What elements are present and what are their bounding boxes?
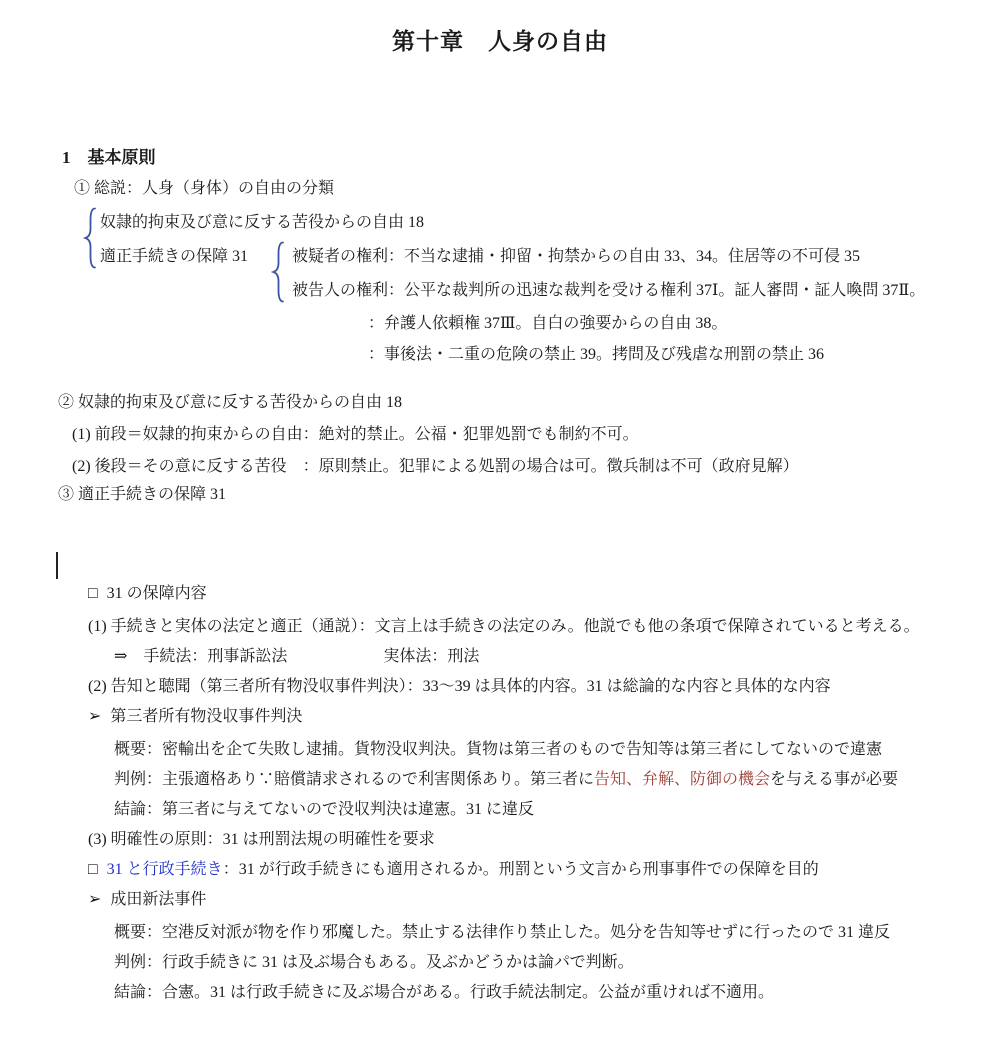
admin-heading-rest: ：31 が行政手続きにも適用されるか。刑罰という文言から刑事事件での保障を目的: [222, 861, 819, 878]
case2-title-label: 成田新法事件: [110, 891, 207, 908]
diagram-due-process-line: 適正手続きの保障 31: [100, 248, 249, 265]
square-bullet-icon: □: [88, 861, 98, 878]
item-notice-hearing: (2) 告知と聴聞（第三者所有物没収事件判決）：33〜39 は具体的内容。31 は総論的な内容と具体的な内容: [88, 678, 831, 695]
diagram-slavery-line: 奴隷的拘束及び意に反する苦役からの自由 18: [100, 214, 425, 231]
item-due-process: ③ 適正手続きの保障 31: [58, 486, 227, 503]
case1-title-label: 第三者所有物没収事件判決: [110, 708, 303, 725]
diagram-accused-rights-line-3: ：事後法・二重の危険の禁止 39。拷問及び残虐な刑罰の禁止 36: [368, 346, 825, 363]
case1-holding-line: [114, 770, 898, 790]
case2-holding-line: 判例：行政手続きに 31 は及ぶ場合もある。及ぶかどうかは論パで判断。: [114, 954, 634, 971]
square-bullet-icon: □: [88, 585, 98, 602]
heading-guarantee-contents: [88, 584, 207, 604]
heading-admin-procedure: [88, 860, 819, 880]
case1-holding-text: 判例：主張適格あり∵賠償請求されるので利害関係あり。第三者に: [114, 771, 595, 788]
case2-summary-line: 概要：空港反対派が物を作り邪魔した。禁止する法律作り禁止した。処分を告知等せずに行ったので 31 違反: [114, 924, 891, 941]
case1-conclusion-line: 結論：第三者に与えてないので没収判決は違憲。31 に違反: [114, 801, 535, 818]
diagram-accused-rights-line-2: ：弁護人依頼権 37Ⅲ。自白の強要からの自由 38。: [368, 315, 728, 332]
item-slavery-freedom: ② 奴隷的拘束及び意に反する苦役からの自由 18: [58, 394, 403, 411]
admin-heading-link: 31 と行政手続き: [106, 861, 223, 878]
arrowhead-bullet-icon: ➢: [88, 708, 102, 725]
item-overview: ① 総説：人身（身体）の自由の分類: [74, 180, 335, 197]
text-cursor: [56, 552, 58, 579]
item-slavery-sub-1: (1) 前段＝奴隷的拘束からの自由：絶対的禁止。公福・犯罪処罰でも制約不可。: [72, 426, 639, 443]
curly-brace-icon: [271, 241, 285, 303]
case-narita-new-law: [88, 890, 206, 910]
page-title: 第十章 人身の自由: [392, 29, 608, 54]
arrowhead-bullet-icon: ➢: [88, 891, 102, 908]
guarantee-heading-label: 31 の保障内容: [106, 585, 207, 602]
case1-holding-emphasis: 告知、弁解、防御の機会: [594, 771, 771, 788]
case-third-party-forfeiture: [88, 707, 302, 727]
case1-summary-line: 概要：密輸出を企て失敗し逮捕。貨物没収判決。貨物は第三者のもので告知等は第三者にしてないので違憲: [114, 741, 883, 758]
item-procedure-substance: (1) 手続きと実体の法定と適正（通説）：文言上は手続きの法定のみ。他説でも他の条項で保障されていると考える。: [88, 618, 920, 635]
item-procedure-arrow: ⇒ 手続法：刑事訴訟法 実体法：刑法: [114, 648, 480, 665]
diagram-accused-rights-line-1: 被告人の権利：公平な裁判所の迅速な裁判を受ける権利 37Ⅰ。証人審問・証人喚問 37Ⅱ。: [292, 282, 926, 299]
curly-brace-icon: [83, 207, 97, 269]
case2-conclusion-line: 結論：合憲。31 は行政手続きに及ぶ場合がある。行政手続法制定。公益が重ければ不適用。: [114, 984, 775, 1001]
case1-holding-tail: を与える事が必要: [770, 771, 899, 788]
diagram-suspect-rights-line: 被疑者の権利：不当な逮捕・抑留・拘禁からの自由 33、34。住居等の不可侵 35: [292, 248, 861, 265]
section-heading-basic-principles: 1 基本原則: [62, 148, 156, 167]
item-slavery-sub-2: (2) 後段＝その意に反する苦役 ：原則禁止。犯罪による処罰の場合は可。徴兵制は不可（政府見解）: [72, 458, 799, 475]
item-clarity-principle: (3) 明確性の原則：31 は刑罰法規の明確性を要求: [88, 831, 435, 848]
